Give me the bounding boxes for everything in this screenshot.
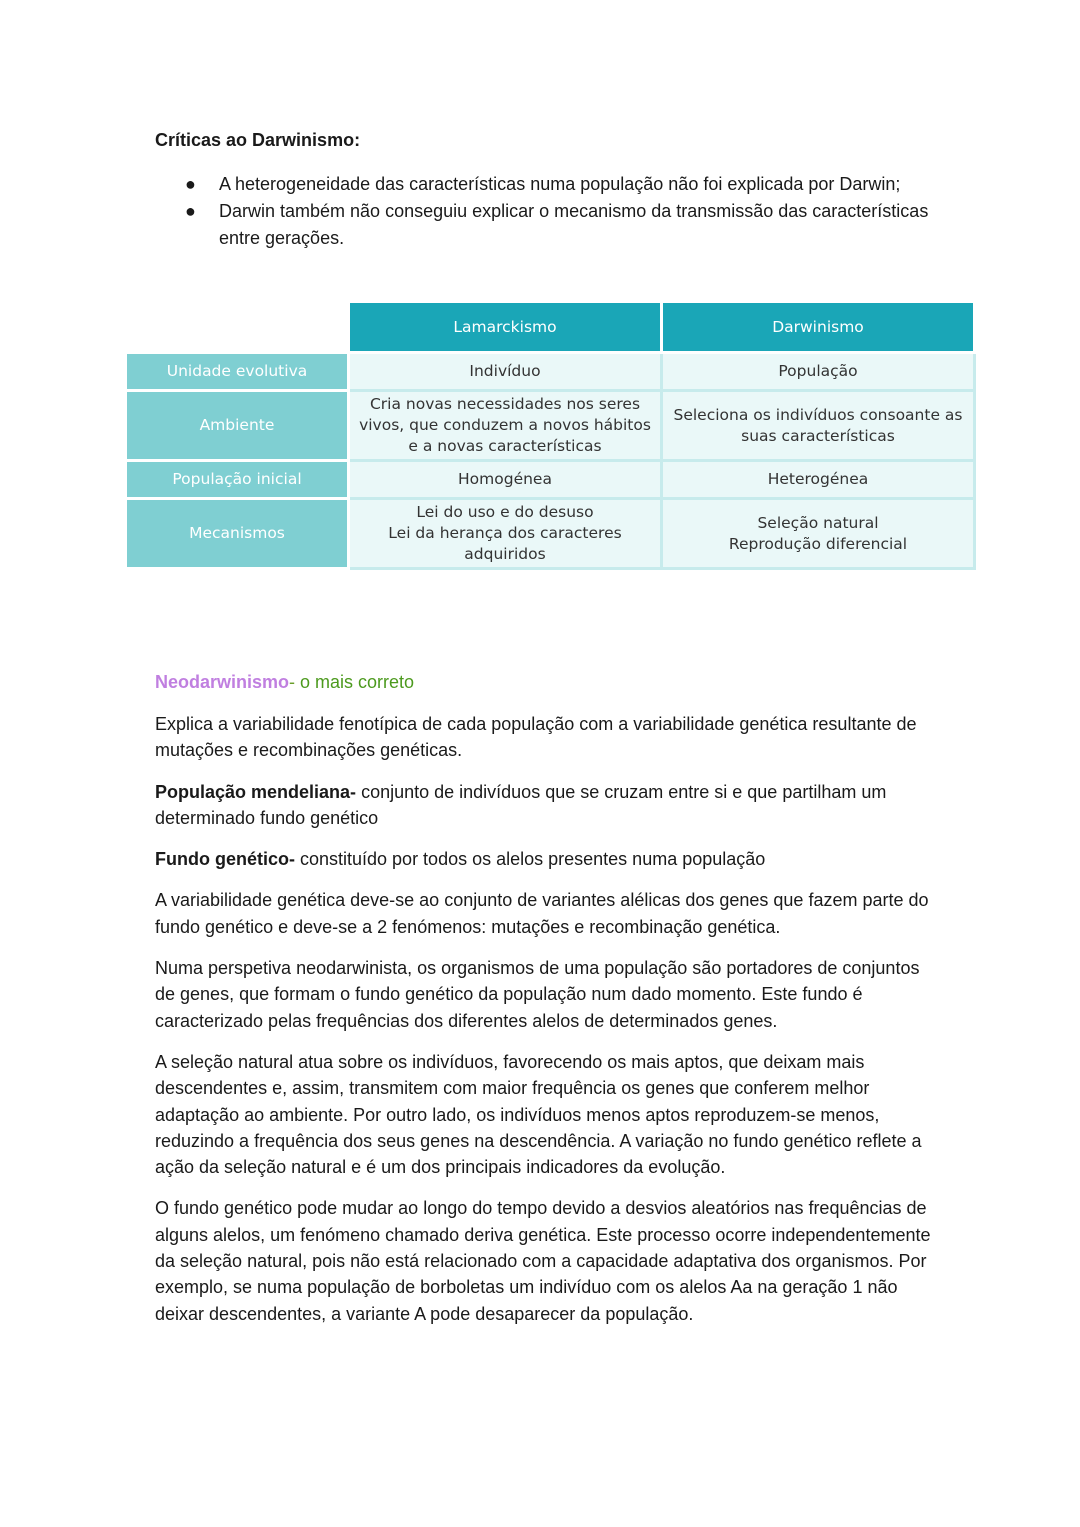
heading-dash: - bbox=[289, 672, 296, 692]
neodarwinismo-subtitle: o mais correto bbox=[295, 672, 415, 692]
cell-line: Lei do uso e do desuso bbox=[416, 503, 594, 521]
table-cell: Indivíduo bbox=[349, 353, 662, 391]
definition-fundo-genetico bbox=[155, 846, 935, 872]
table-cell: População bbox=[662, 353, 975, 391]
table-row bbox=[126, 391, 975, 461]
bullet-text: A heterogeneidade das características numa população não foi explicada por Darwin; bbox=[219, 174, 901, 194]
criticas-list bbox=[185, 171, 945, 252]
table-row bbox=[126, 499, 975, 569]
neodarwinismo-body bbox=[155, 711, 935, 1342]
list-item bbox=[185, 171, 945, 198]
definition-text: constituído por todos os alelos presentes numa população bbox=[294, 849, 766, 870]
criticas-heading: Críticas ao Darwinismo: bbox=[155, 130, 361, 150]
paragraph: O fundo genético pode mudar ao longo do tempo devido a desvios aleatórios nas frequências de alguns alelos, um fenómeno chamado deriva genética. Este processo ocorre independentemente da seleção natural, pois não está relacionado com a capacidade adaptativa dos organismos. Por exemplo, se numa população de borboletas um indivíduo com os alelos Aa na geração 1 não deixar descendentes, a variante A pode desaparecer da população. bbox=[155, 1198, 931, 1324]
column-header-darwinismo: Darwinismo bbox=[662, 302, 975, 353]
list-item bbox=[185, 198, 945, 252]
cell-line: Seleção natural bbox=[757, 513, 879, 532]
cell-line: Lei da herança dos caracteres adquiridos bbox=[388, 524, 622, 563]
definition-populacao-mendeliana bbox=[155, 779, 935, 832]
neodarwinismo-name: Neodarwinismo bbox=[155, 672, 290, 692]
comparison-table bbox=[124, 300, 976, 570]
term: População mendeliana- bbox=[155, 781, 357, 802]
paragraph: A seleção natural atua sobre os indivíduos, favorecendo os mais aptos, que deixam mais descendentes e, assim, transmitem com maior frequência os genes que conferem melhor adaptação ao ambiente. Por outro lado, os indivíduos menos aptos reproduzem-se menos, reduzindo a frequência dos seus genes na descendência. A variação no fundo genético reflete a ação da seleção natural e é um dos principais indicadores da evolução. bbox=[155, 1051, 922, 1178]
table-cell: Homogénea bbox=[349, 461, 662, 499]
bullet-text: Darwin também não conseguiu explicar o mecanismo da transmissão das características entre gerações. bbox=[219, 201, 929, 248]
table-cell bbox=[662, 499, 975, 569]
row-header: População inicial bbox=[126, 461, 349, 499]
intro-paragraph: Explica a variabilidade fenotípica de cada população com a variabilidade genética resultante de mutações e recombinações genéticas. bbox=[155, 714, 917, 761]
table-row bbox=[126, 461, 975, 499]
row-header: Unidade evolutiva bbox=[126, 353, 349, 391]
term: Fundo genético- bbox=[155, 849, 295, 870]
neodarwinismo-heading bbox=[155, 672, 414, 693]
paragraph: Numa perspetiva neodarwinista, os organismos de uma população são portadores de conjuntos de genes, que formam o fundo genético da população num dado momento. Este fundo é caracterizado pelas frequências dos diferentes alelos de determinados genes. bbox=[155, 958, 920, 1031]
table-cell: Heterogénea bbox=[662, 461, 975, 499]
table-row bbox=[126, 353, 975, 391]
column-header-lamarckismo: Lamarckismo bbox=[349, 302, 662, 353]
bullet-icon: ● bbox=[185, 174, 196, 194]
table-header-row bbox=[126, 302, 975, 353]
paragraph: A variabilidade genética deve-se ao conjunto de variantes alélicas dos genes que fazem parte do fundo genético e deve-se a 2 fenómenos: mutações e recombinação genética. bbox=[155, 890, 929, 937]
definition-text: conjunto de indivíduos que se cruzam entre si e que partilham um determinado fundo genético bbox=[155, 781, 887, 828]
table-corner bbox=[126, 302, 349, 353]
table-cell: Seleciona os indivíduos consoante as suas características bbox=[662, 391, 975, 461]
table-cell: Cria novas necessidades nos seres vivos, que conduzem a novos hábitos e a novas características bbox=[349, 391, 662, 461]
row-header: Mecanismos bbox=[126, 499, 349, 569]
row-header: Ambiente bbox=[126, 391, 349, 461]
table-cell bbox=[349, 499, 662, 569]
bullet-icon: ● bbox=[185, 201, 196, 221]
cell-line: Reprodução diferencial bbox=[728, 534, 908, 553]
